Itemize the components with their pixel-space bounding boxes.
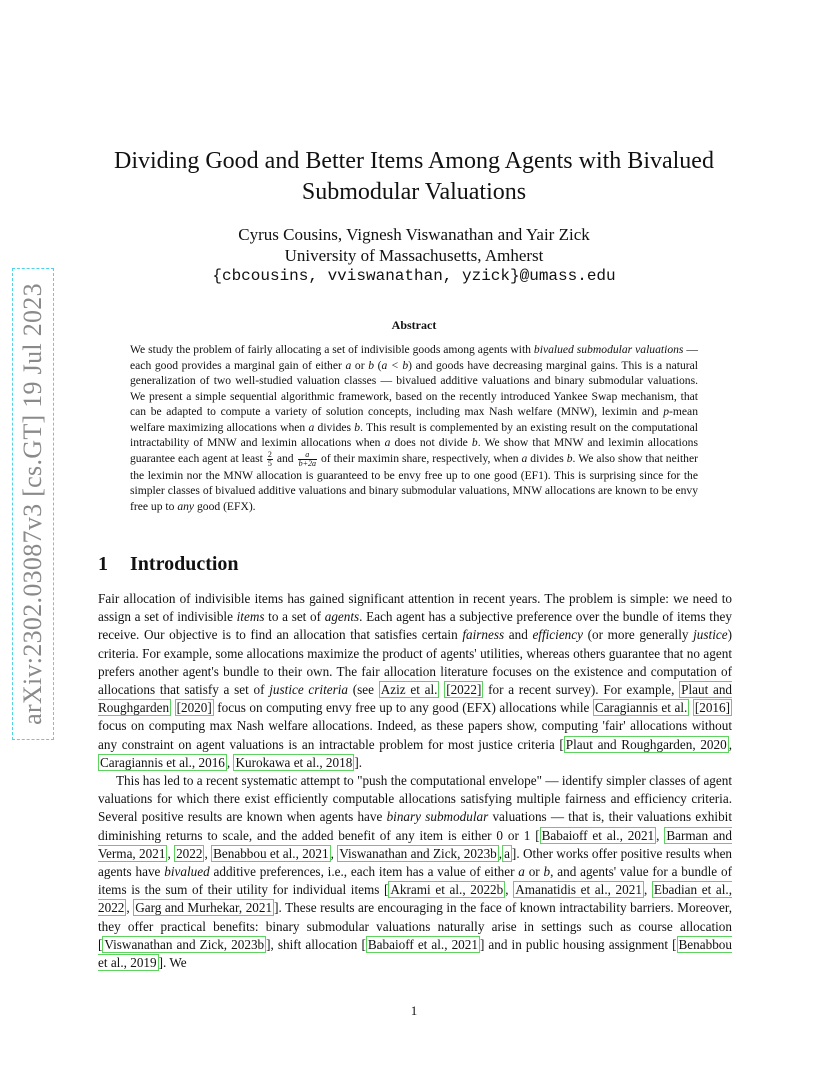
citation-link[interactable]: Kurokawa et al., 2018 [235,754,353,770]
author-emails: {cbcousins, vviswanathan, yzick}@umass.edu [212,267,616,285]
citation-link[interactable]: Babaioff et al., 2021 [367,936,478,952]
citation-link[interactable]: a [504,845,510,861]
citation-link[interactable]: Plaut and Roughgarden, 2020 [565,736,727,752]
author-block [96,224,732,287]
introduction-body [98,590,732,972]
section-heading-introduction: 1 Introduction [98,553,239,575]
citation-link[interactable]: Plaut and Roughgarden [98,682,733,716]
author-names: Cyrus Cousins, Vignesh Viswanathan and Yair Zick [238,225,590,244]
arxiv-identifier-stamp [12,268,54,740]
intro-paragraph-2: This has led to a recent systematic attempt to "push the computational envelope" — identify simpler classes of agent valuations for which there exist efficiently computable allocations satisfying multiple fairness and efficiency criteria. Several positive results are known when agents have binary submodular valuations — that is, their valuations exhibit diminishing returns to scale, and the added benefit of any item is either 0 or 1 [ Babaioff et al., 2021 , Barman and Verma, 2021 , 2022 , Benabbou et al., 2021 , Viswanathan and Zick, 2023b , a ]. Other works offer positive results when agents have bivalued additive preferences, i.e., each item has a value of either a or b, and agents' value for a bundle of items is the sum of their utility for individual items [ Akrami et al., 2022b , Amanatidis et al., 2021 , Ebadian et al., 2022 , Garg and Murhekar, 2021 ]. These results are encouraging in the face of known intractability barriers. Moreover, they offer practical benefits: binary submodular valuations naturally arise in settings such as course allocation [ Viswanathan and Zick, 2023b ], shift allocation [ Babaioff et al., 2021 ] and in public housing assignment [ Benabbou et al., 2019 ]. We [98,773,733,971]
citation-link[interactable]: [2020] [176,700,212,716]
paper-title: Dividing Good and Better Items Among Agents with Bivalued Submodular Valuations [114,148,714,205]
citation-link[interactable]: Caragiannis et al. [594,700,688,716]
citation-link[interactable]: Benabbou et al., 2019 [98,936,732,971]
citation-link[interactable]: Viswanathan and Zick, 2023b [104,936,265,952]
citation-link[interactable]: Akrami et al., 2022b [390,882,504,898]
fraction-a-over-b-plus-2a: $\frac{a}{b+2a}$ [298,449,316,468]
arxiv-identifier: arXiv:2302.03087v3 [cs.GT] 19 Jul 2023 [18,283,48,725]
affiliation: University of Massachusetts, Amherst [284,246,544,265]
citation-link[interactable]: Babaioff et al., 2021 [541,827,655,843]
citation-link[interactable]: Ebadian et al., 2022 [98,882,733,916]
intro-paragraph-1: Fair allocation of indivisible items has gained significant attention in recent years. The problem is simple: we need to assign a set of indivisible items to a set of agents. Each agent has a subjective preference over the bundle of items they receive. Our objective is to find an allocation that satisfies certain fairness and efficiency (or more generally justice) criteria. For example, some allocations maximize the product of agents' utilities, whereas others guarantee that no agent prefers another agent's bundle to their own. The fair allocation literature focuses on the existence and computation of allocations that satisfy a set of justice criteria (see Aziz et al. [2022] for a recent survey). For example, Plaut and Roughgarden [2020] focus on computing envy free up to any good (EFX) allocations while Caragiannis et al. [2016] focus on computing max Nash welfare allocations. Indeed, as these papers show, computing 'fair' allocations without any constraint on agent valuations is an intractable problem for most justice criteria [ Plaut and Roughgarden, 2020 , Caragiannis et al., 2016 , Kurokawa et al., 2018 ]. [98,591,733,770]
citation-link[interactable]: [2016] [694,700,730,716]
fraction-two-fifths: $\frac{2}{5}$ [267,449,272,468]
abstract-text: We study the problem of fairly allocating a set of indivisible goods among agents with bivalued submodular valuations — each good provides a marginal gain of either a or b (a < b) and goods have decreasing marginal gains. This is a natural generalization of two well-studied valuation classes — bivalued additive valuations and binary submodular valuations. We present a simple sequential algorithmic framework, based on the recently introduced Yankee Swap mechanism, that can be adapted to compute a variety of solution concepts, including max Nash welfare (MNW), leximin and p-mean welfare maximizing allocations when a divides b. This result is complemented by an existing result on the computational intractability of MNW and leximin allocations when a does not divide b. We show that MNW and leximin allocations guarantee each agent at least $\frac{2}{5}$ and $\frac{a}{b+2a}$ of their maximin share, respectively, when a divides b. We also show that neither the leximin nor the MNW allocation is guaranteed to be envy free up to one good (EF1). This is surprising since for the simpler classes of bivalued additive valuations and binary submodular valuations, MNW allocations are known to be envy free up to any good (EFX). [130,343,698,513]
citation-link[interactable]: Amanatidis et al., 2021 [515,882,642,898]
citation-link[interactable]: Viswanathan and Zick, 2023b [339,845,497,861]
citation-link[interactable]: Aziz et al. [380,682,438,698]
citation-link[interactable]: 2022 [176,845,203,861]
page-number: 1 [410,1003,418,1018]
citation-link[interactable]: Benabbou et al., 2021 [213,845,329,861]
abstract-heading: Abstract [391,318,437,332]
citation-link[interactable]: Barman and Verma, 2021 [98,827,732,861]
citation-link[interactable]: Garg and Murhekar, 2021 [135,900,273,916]
citation-link[interactable]: [2022] [446,682,482,698]
citation-link[interactable]: Caragiannis et al., 2016 [100,754,225,770]
